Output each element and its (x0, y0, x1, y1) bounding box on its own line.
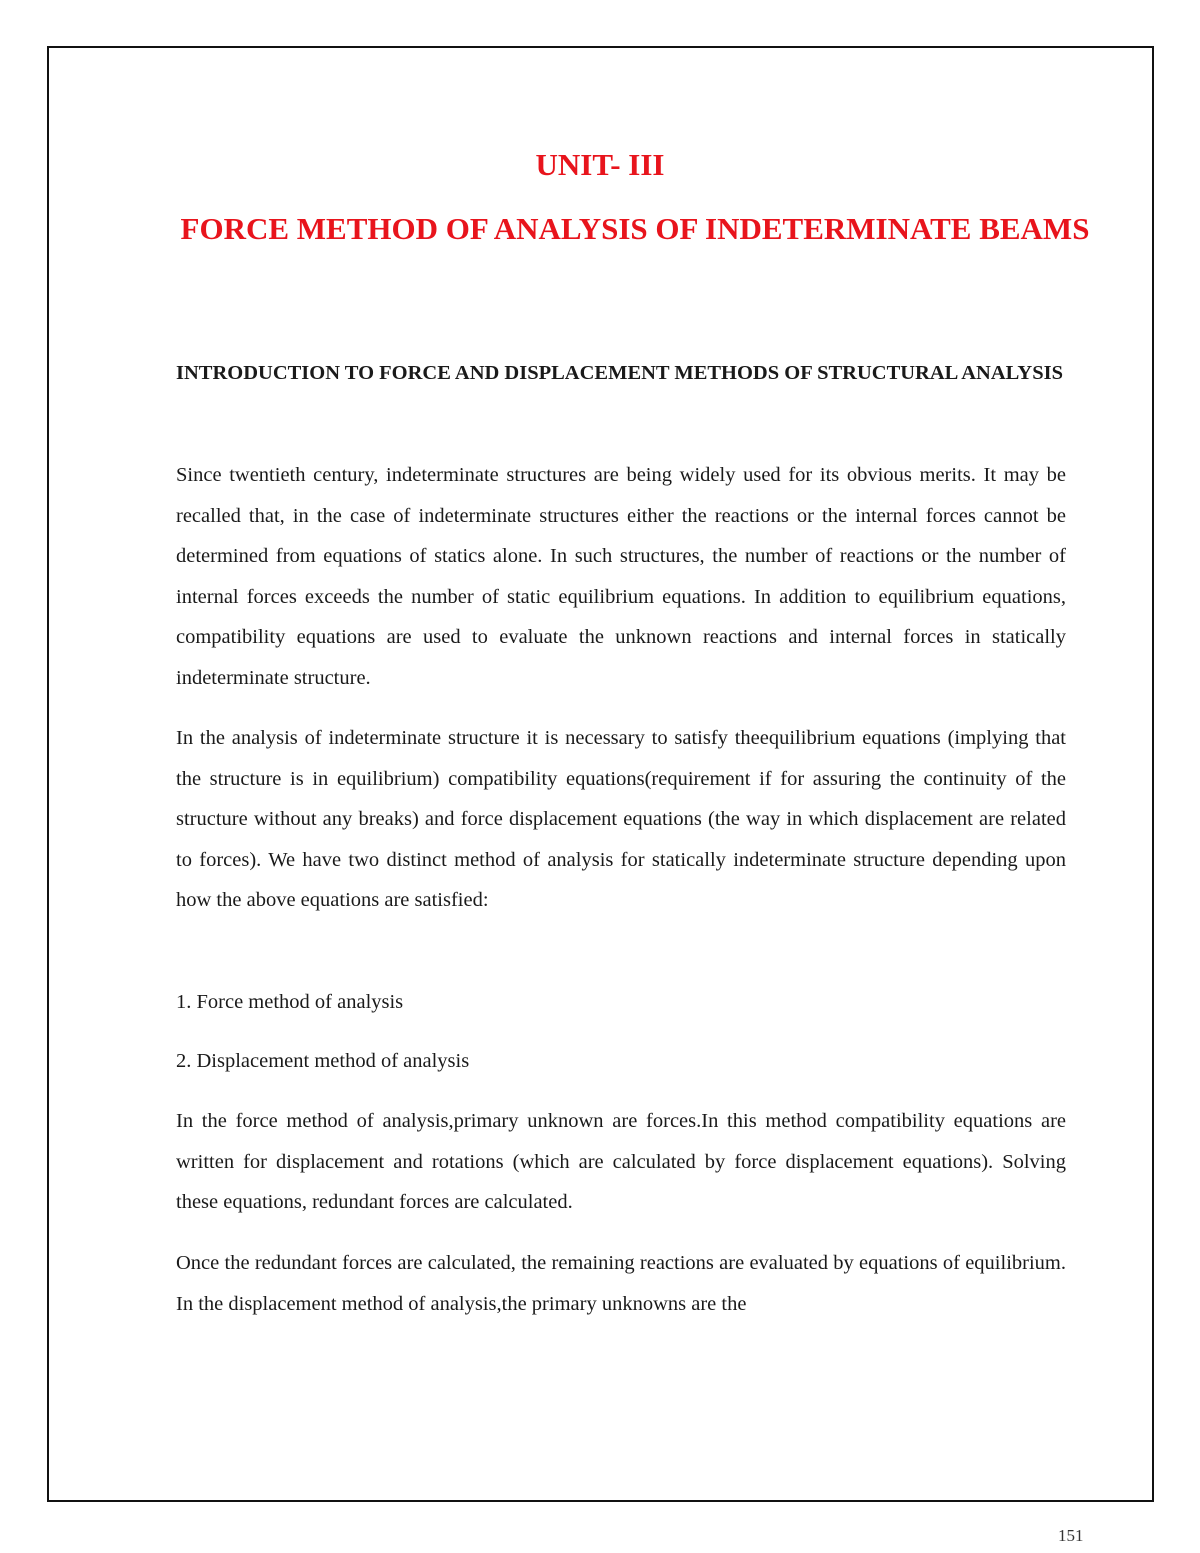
list-item-displacement-method: 2. Displacement method of analysis (176, 1050, 470, 1072)
paragraph-intro: Since twentieth century, indeterminate structures are being widely used for its obvious merits. It may be recalled that, in the case of indeterminate structures either the reactions or the internal forces cannot be determined from equations of statics alone. In such structures, the number of reactions or the number of internal forces exceeds the number of static equilibrium equations. In addition to equilibrium equations, compatibility equations are used to evaluate the unknown reactions and internal forces in statically indeterminate structure. (176, 464, 1066, 689)
paragraph-force-method: In the force method of analysis,primary unknown are forces.In this method compatibility equations are written for displacement and rotations (which are calculated by force displacement equations). Solving these equations, redundant forces are calculated. (176, 1110, 1066, 1213)
section-heading: INTRODUCTION TO FORCE AND DISPLACEMENT METHODS OF STRUCTURAL ANALYSIS (176, 362, 1063, 384)
page-number: 151 (1058, 1526, 1084, 1545)
paragraph-analysis: In the analysis of indeterminate structure it is necessary to satisfy theequilibrium equations (implying that the structure is in equilibrium) compatibility equations(requirement if for assuring the continuity of the structure without any breaks) and force displacement equations (the way in which displacement are related to forces). We have two distinct method of analysis for statically indeterminate structure depending upon how the above equations are satisfied: (176, 727, 1066, 911)
unit-title: UNIT- III (535, 147, 665, 182)
paragraph-redundant-forces: Once the redundant forces are calculated, the remaining reactions are evaluated by equations of equilibrium. In the displacement method of analysis,the primary unknowns are the (176, 1252, 1066, 1315)
list-item-force-method: 1. Force method of analysis (176, 991, 404, 1013)
main-title: FORCE METHOD OF ANALYSIS OF INDETERMINATE BEAMS (180, 211, 1090, 246)
